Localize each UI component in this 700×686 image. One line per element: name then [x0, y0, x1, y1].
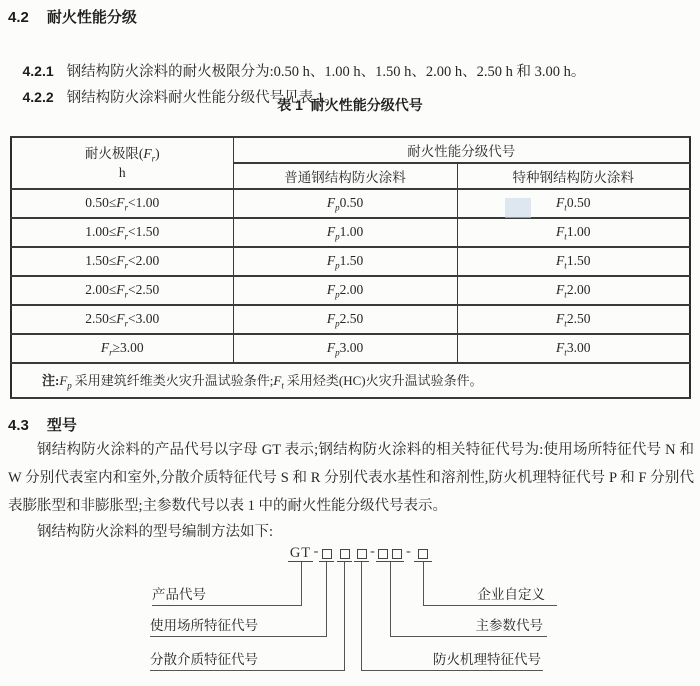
code-value: 3.00 [566, 339, 591, 355]
symbol-F: F [116, 281, 125, 297]
symbol-F: F [116, 223, 125, 239]
ordinary-code-cell [233, 334, 457, 363]
symbol-F: F [273, 373, 282, 389]
fire-limit-range-cell [11, 218, 233, 247]
range-hi: <1.50 [128, 223, 160, 239]
table-note-row [11, 363, 690, 398]
main-parameter-boxes [376, 544, 404, 562]
subscript-p: p [335, 347, 340, 358]
model-dash: - [406, 544, 411, 559]
fire-rating-table [10, 136, 691, 399]
special-code-cell [457, 247, 690, 276]
symbol-F: F [556, 223, 565, 239]
subscript-p: p [335, 260, 340, 271]
symbol-F: F [100, 339, 110, 355]
special-code-cell [457, 334, 690, 363]
symbol-F: F [116, 252, 125, 268]
placeholder-box-icon [322, 549, 332, 559]
header-class-code-group: 耐火性能分级代号 [233, 137, 690, 163]
symbol-F: F [326, 310, 336, 326]
fire-limit-label [12, 144, 233, 164]
label-custom-code: 企业自定义 [423, 586, 557, 606]
placeholder-box-icon [357, 549, 367, 559]
symbol-F: F [326, 339, 336, 355]
mechanism-code-box [354, 544, 369, 562]
subscript-r: r [151, 153, 156, 164]
table-row [11, 189, 690, 218]
fire-limit-unit: h [118, 165, 126, 181]
section-4-3-heading [8, 414, 77, 435]
header-ordinary-coating: 普通钢结构防火涂料 [233, 163, 457, 189]
medium-code-box [337, 544, 352, 562]
section-number: 4.3 [8, 417, 29, 434]
section-number: 4.2 [8, 9, 29, 26]
ordinary-code-cell [233, 276, 457, 305]
table-header-row-1 [11, 137, 690, 163]
header-special-coating: 特种钢结构防火涂料 [457, 163, 690, 189]
fire-limit-range-cell [11, 334, 233, 363]
table-note [11, 363, 690, 398]
table-row [11, 247, 690, 276]
clause-number: 4.2.1 [22, 63, 54, 79]
range-lo: 2.00≤ [85, 281, 117, 297]
special-code-cell [457, 276, 690, 305]
symbol-F: F [556, 281, 565, 297]
fire-limit-range-cell [11, 247, 233, 276]
header-fire-limit [11, 137, 233, 189]
clause-number: 4.2.2 [22, 89, 54, 105]
code-value: 1.00 [566, 223, 591, 239]
fire-limit-text-close: ) [155, 145, 160, 161]
subscript-t: t [564, 289, 567, 300]
placeholder-box-icon [378, 549, 388, 559]
subscript-r: r [124, 202, 129, 213]
subscript-p: p [335, 202, 340, 213]
symbol-F: F [556, 310, 565, 326]
fire-limit-range-cell [11, 276, 233, 305]
symbol-F: F [556, 339, 565, 355]
symbol-F: F [556, 252, 565, 268]
ordinary-code-cell [233, 218, 457, 247]
watermark [505, 198, 531, 218]
code-value: 0.50 [339, 194, 364, 210]
symbol-F: F [116, 310, 125, 326]
code-value: 2.00 [339, 281, 364, 297]
note-text-1: 采用建筑纤维类火灾升温试验条件; [74, 373, 274, 389]
special-code-cell [457, 305, 690, 334]
range-hi: ≥3.00 [112, 339, 144, 355]
section-4-2-heading [8, 6, 137, 27]
range-lo: 1.50≤ [85, 252, 117, 268]
range-hi: <3.00 [128, 310, 160, 326]
ordinary-code-cell [233, 305, 457, 334]
place-code-box [319, 544, 334, 562]
range-hi: <1.00 [128, 194, 160, 210]
code-value: 1.00 [339, 223, 364, 239]
special-code-cell [457, 218, 690, 247]
table-row [11, 305, 690, 334]
range-hi: <2.50 [128, 281, 160, 297]
subscript-t: t [564, 260, 567, 271]
range-lo: 0.50≤ [85, 194, 117, 210]
subscript-p: p [67, 380, 72, 391]
subscript-p: p [335, 231, 340, 242]
fire-limit-range-cell [11, 305, 233, 334]
label-medium-code: 分散介质特征代号 [150, 651, 345, 671]
model-prefix: GT [289, 545, 312, 561]
symbol-F: F [556, 194, 565, 210]
symbol-F: F [59, 373, 68, 389]
section-4-3-paragraph: 钢结构防火涂料的产品代号以字母 GT 表示;钢结构防火涂料的相关特征代号为:使用场所特征代号 N 和 W 分别代表室内和室外,分散介质特征代号 S 和 R 分别代表水基性和溶剂性,防火机理特征代号 P 和 F 分别代表膨胀型和非膨胀型;主参数代号以表 1 中的耐火性能分级代号表示。 [8, 442, 694, 514]
subscript-t: t [281, 380, 284, 391]
placeholder-box-icon [392, 549, 402, 559]
model-dash: - [313, 544, 319, 559]
subscript-t: t [564, 231, 567, 242]
code-value: 1.50 [566, 252, 591, 268]
symbol-F: F [326, 281, 336, 297]
section-title: 耐火性能分级 [46, 9, 137, 26]
model-number-diagram [0, 542, 700, 686]
table-caption: 表 1 耐火性能分级代号 [277, 97, 423, 113]
note-text-2: 采用烃类(HC)火灾升温试验条件。 [286, 373, 483, 389]
fire-limit-text: 耐火极限( [84, 145, 144, 161]
subscript-r: r [124, 231, 129, 242]
subscript-r: r [109, 347, 113, 358]
subscript-p: p [335, 318, 340, 329]
label-param-code: 主参数代号 [390, 617, 547, 637]
subscript-t: t [564, 347, 567, 358]
subscript-r: r [124, 260, 129, 271]
label-place-code: 使用场所特征代号 [150, 617, 327, 637]
code-value: 2.50 [339, 310, 364, 326]
subscript-r: r [124, 318, 129, 329]
ordinary-code-cell [233, 189, 457, 218]
range-hi: <2.00 [128, 252, 160, 268]
table-row [11, 334, 690, 363]
symbol-F: F [116, 194, 125, 210]
range-lo: 2.50≤ [85, 310, 117, 326]
code-value: 3.00 [339, 339, 364, 355]
code-value: 2.50 [566, 310, 591, 326]
custom-code-box [414, 544, 432, 562]
ordinary-code-cell [233, 247, 457, 276]
placeholder-box-icon [340, 549, 350, 559]
table-row [11, 218, 690, 247]
fire-limit-range-cell [11, 189, 233, 218]
subscript-t: t [564, 318, 567, 329]
clause-text: 钢结构防火涂料耐火性能分级代号见表 1。 [66, 90, 339, 106]
note-label: 注: [42, 373, 60, 389]
symbol-F: F [143, 145, 152, 161]
code-value: 0.50 [566, 194, 591, 210]
label-mechanism-code: 防火机理特征代号 [361, 651, 543, 671]
special-code-cell [457, 189, 690, 218]
subscript-p: p [335, 289, 340, 300]
code-value: 1.50 [339, 252, 364, 268]
symbol-F: F [326, 223, 336, 239]
placeholder-box-icon [418, 549, 428, 559]
section-title: 型号 [46, 417, 77, 434]
label-product-code: 产品代号 [152, 586, 302, 606]
range-lo: 1.00≤ [85, 223, 117, 239]
code-value: 2.00 [566, 281, 591, 297]
model-dash: - [370, 544, 375, 559]
model-method-line: 钢结构防火涂料的型号编制方法如下: [37, 524, 274, 540]
subscript-r: r [124, 289, 129, 300]
subscript-t: t [564, 202, 567, 213]
symbol-F: F [326, 194, 336, 210]
table-row [11, 276, 690, 305]
clause-text: 钢结构防火涂料的耐火极限分为:0.50 h、1.00 h、1.50 h、2.00 h、2.50 h 和 3.00 h。 [66, 64, 586, 80]
symbol-F: F [326, 252, 336, 268]
